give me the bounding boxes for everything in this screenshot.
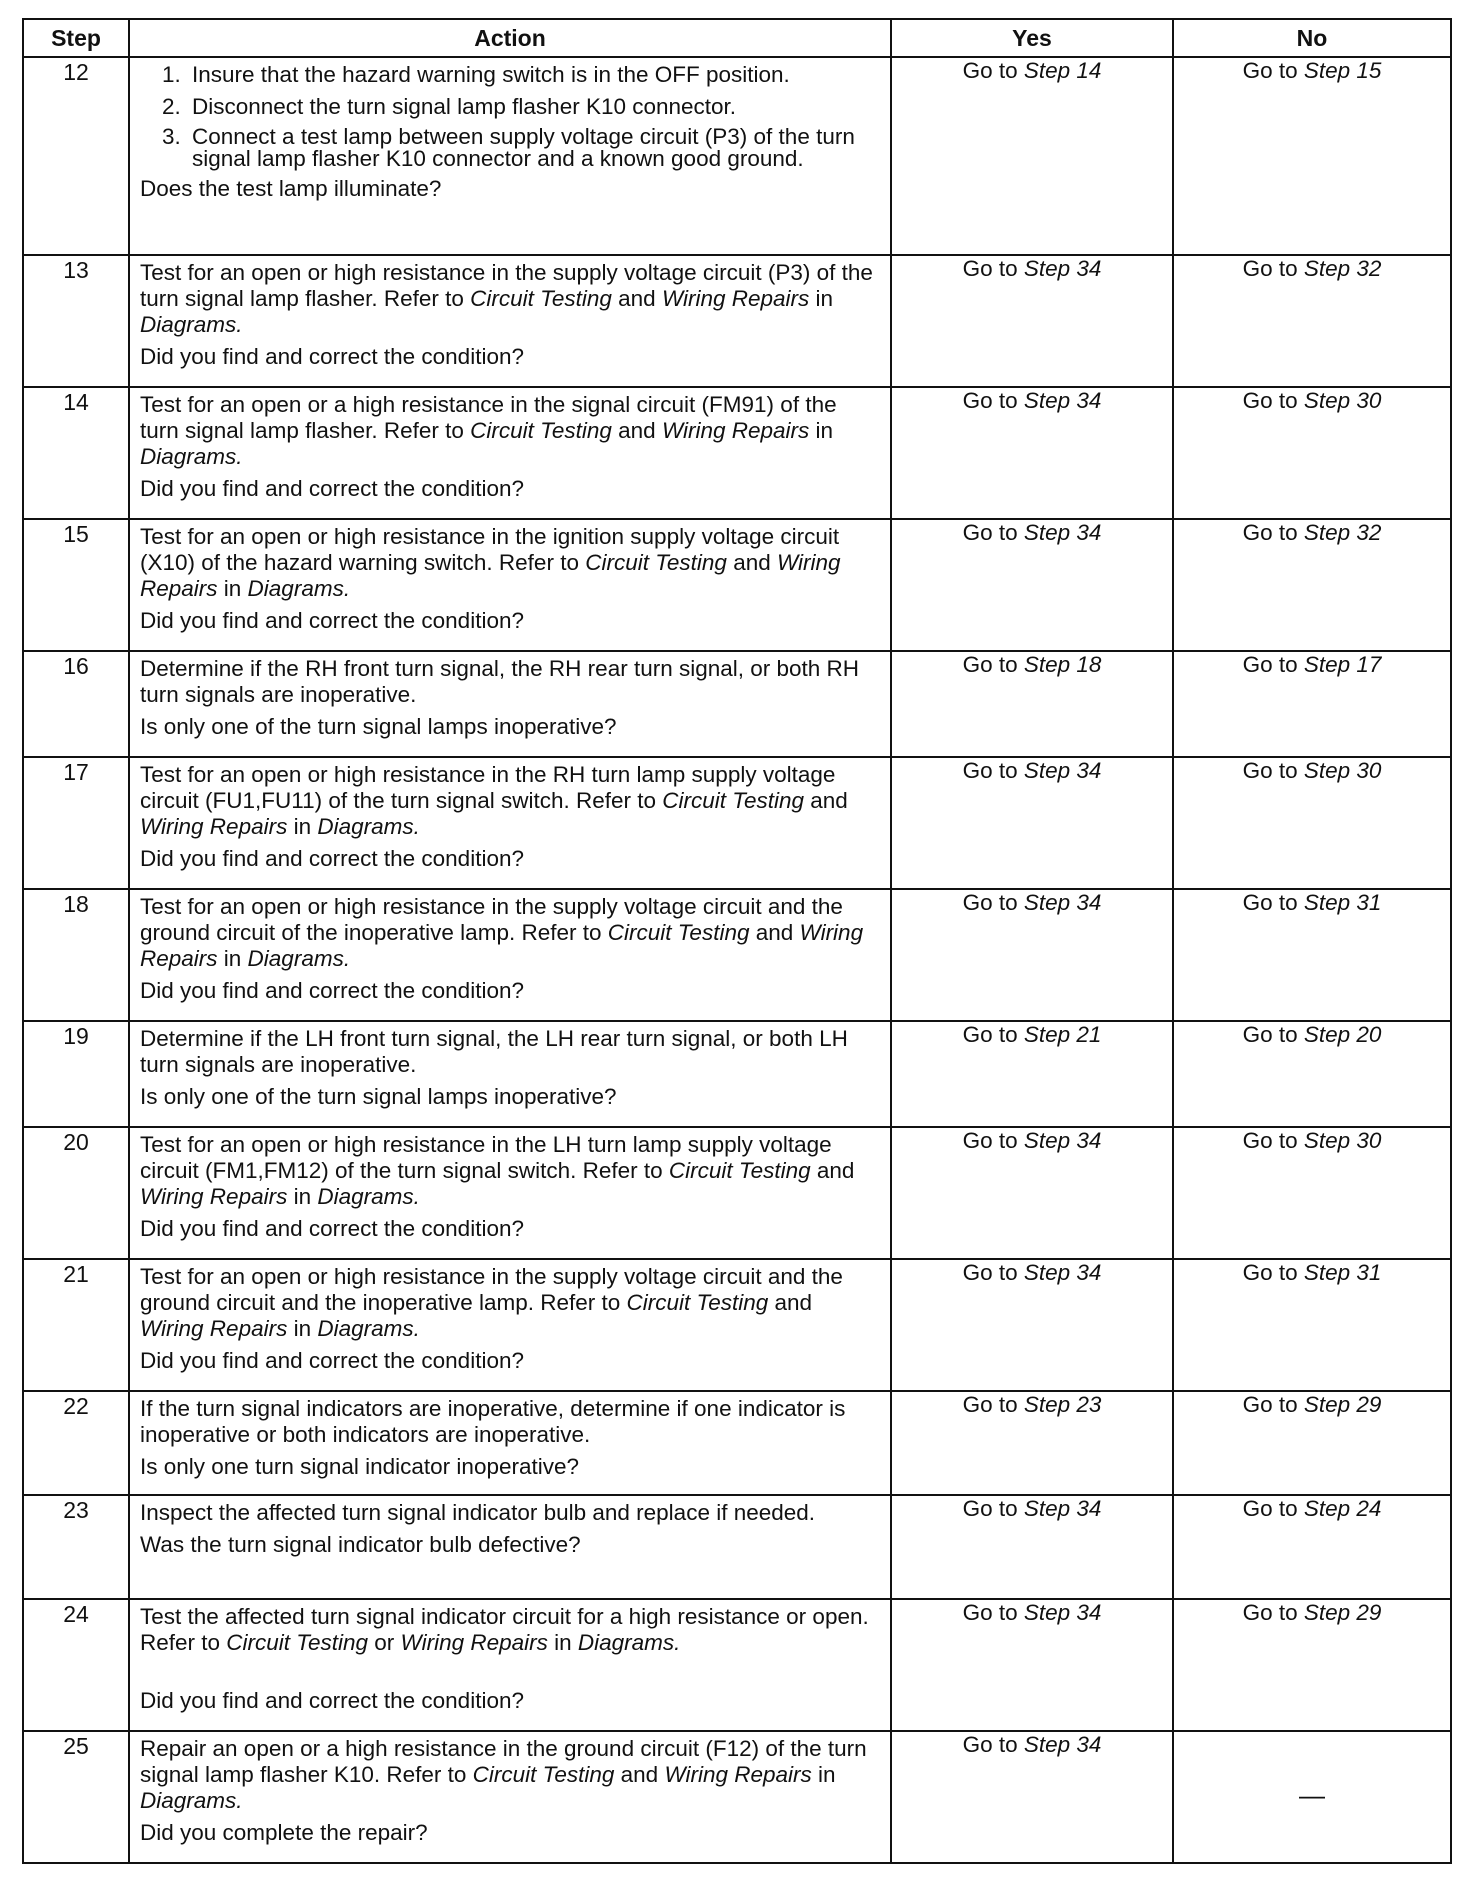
action-cell [129, 255, 891, 387]
table-row [23, 1731, 1451, 1863]
no-result: Go to Step 30 [1173, 757, 1451, 889]
header-step: Step [23, 19, 129, 57]
no-result: Go to Step 24 [1173, 1495, 1451, 1599]
action-cell [129, 1599, 891, 1731]
action-text: Determine if the LH front turn signal, the LH rear turn signal, or both LH turn signals are inoperative. [140, 1026, 848, 1077]
step-number: 25 [23, 1731, 129, 1863]
table-row [23, 57, 1451, 255]
no-result: Go to Step 17 [1173, 651, 1451, 757]
action-question: Did you find and correct the condition? [140, 1688, 524, 1713]
action-question: Did you find and correct the condition? [140, 846, 524, 871]
step-number: 21 [23, 1259, 129, 1391]
no-result: Go to Step 15 [1173, 57, 1451, 255]
yes-result: Go to Step 34 [891, 889, 1173, 1021]
action-question: Did you find and correct the condition? [140, 1216, 524, 1241]
step-number: 22 [23, 1391, 129, 1495]
table-row [23, 651, 1451, 757]
yes-result: Go to Step 34 [891, 757, 1173, 889]
header-row [23, 19, 1451, 57]
yes-result: Go to Step 34 [891, 255, 1173, 387]
action-text: If the turn signal indicators are inoperative, determine if one indicator is inoperative or both indicators are inoperative. [140, 1396, 846, 1447]
action-cell [129, 1127, 891, 1259]
action-cell [129, 651, 891, 757]
list-item: 3. Connect a test lamp between supply voltage circuit (P3) of the turn signal lamp flasher K10 connector and a known good ground. [162, 124, 855, 171]
action-question: Is only one turn signal indicator inoperative? [140, 1454, 580, 1479]
yes-result: Go to Step 34 [891, 387, 1173, 519]
action-cell [129, 1259, 891, 1391]
table-row [23, 519, 1451, 651]
yes-result: Go to Step 34 [891, 1731, 1173, 1863]
header-no: No [1173, 19, 1451, 57]
yes-result: Go to Step 34 [891, 1259, 1173, 1391]
list-item: 2. Disconnect the turn signal lamp flasher K10 connector. [162, 94, 737, 119]
table-row [23, 1021, 1451, 1127]
action-text: Determine if the RH front turn signal, the RH rear turn signal, or both RH turn signals are inoperative. [140, 656, 860, 707]
no-result: Go to Step 30 [1173, 1127, 1451, 1259]
action-text: Test for an open or high resistance in the supply voltage circuit (P3) of the turn signal lamp flasher. Refer to Circuit Testing and Wiring Repairs in Diagrams. [140, 260, 873, 337]
step-number: 15 [23, 519, 129, 651]
action-cell [129, 57, 891, 255]
action-question: Did you find and correct the condition? [140, 1348, 524, 1373]
no-result: Go to Step 31 [1173, 889, 1451, 1021]
header-action: Action [129, 19, 891, 57]
action-cell [129, 1495, 891, 1599]
step-number: 24 [23, 1599, 129, 1731]
action-text: Test for an open or high resistance in the supply voltage circuit and the ground circuit and the inoperative lamp. Refer to Circuit Testing and Wiring Repairs in Diagrams. [140, 1264, 843, 1341]
action-text: Inspect the affected turn signal indicator bulb and replace if needed. [140, 1500, 816, 1525]
no-result: — [1173, 1731, 1451, 1863]
table-row [23, 1495, 1451, 1599]
action-text: Repair an open or a high resistance in the ground circuit (F12) of the turn signal lamp flasher K10. Refer to Circuit Testing and Wiring Repairs in Diagrams. [140, 1736, 867, 1813]
list-item: 1. Insure that the hazard warning switch is in the OFF position. [162, 62, 790, 87]
no-result: Go to Step 29 [1173, 1599, 1451, 1731]
action-question: Does the test lamp illuminate? [140, 176, 442, 201]
action-question: Is only one of the turn signal lamps inoperative? [140, 714, 617, 739]
step-number: 14 [23, 387, 129, 519]
yes-result: Go to Step 34 [891, 519, 1173, 651]
action-text: Test the affected turn signal indicator circuit for a high resistance or open. Refer to Circuit Testing or Wiring Repairs in Diagrams. [140, 1604, 869, 1655]
table-row [23, 757, 1451, 889]
step-number: 12 [23, 57, 129, 255]
yes-result: Go to Step 21 [891, 1021, 1173, 1127]
table-row [23, 1599, 1451, 1731]
action-cell [129, 889, 891, 1021]
step-number: 13 [23, 255, 129, 387]
action-cell [129, 1731, 891, 1863]
action-text: Test for an open or high resistance in the ignition supply voltage circuit (X10) of the hazard warning switch. Refer to Circuit Testing and Wiring Repairs in Diagrams. [140, 524, 841, 601]
step-number: 16 [23, 651, 129, 757]
action-question: Did you find and correct the condition? [140, 344, 524, 369]
table-row [23, 1391, 1451, 1495]
no-result: Go to Step 30 [1173, 387, 1451, 519]
no-result: Go to Step 32 [1173, 255, 1451, 387]
step-number: 23 [23, 1495, 129, 1599]
yes-result: Go to Step 34 [891, 1127, 1173, 1259]
no-result: Go to Step 31 [1173, 1259, 1451, 1391]
step-number: 19 [23, 1021, 129, 1127]
yes-result: Go to Step 18 [891, 651, 1173, 757]
yes-result: Go to Step 23 [891, 1391, 1173, 1495]
header-yes: Yes [891, 19, 1173, 57]
step-number: 18 [23, 889, 129, 1021]
action-cell [129, 757, 891, 889]
action-question: Is only one of the turn signal lamps inoperative? [140, 1084, 617, 1109]
step-number: 20 [23, 1127, 129, 1259]
yes-result: Go to Step 34 [891, 1495, 1173, 1599]
diagnostic-table [22, 18, 1452, 1864]
action-cell [129, 387, 891, 519]
table-row [23, 255, 1451, 387]
action-question: Did you find and correct the condition? [140, 608, 524, 633]
action-question: Was the turn signal indicator bulb defective? [140, 1532, 581, 1557]
action-question: Did you complete the repair? [140, 1820, 428, 1845]
yes-result: Go to Step 14 [891, 57, 1173, 255]
table-row [23, 1259, 1451, 1391]
action-list [140, 62, 880, 170]
action-question: Did you find and correct the condition? [140, 978, 524, 1003]
action-cell [129, 519, 891, 651]
table-row [23, 387, 1451, 519]
action-text: Test for an open or high resistance in the supply voltage circuit and the ground circuit of the inoperative lamp. Refer to Circuit Testing and Wiring Repairs in Diagrams. [140, 894, 864, 971]
no-result: Go to Step 29 [1173, 1391, 1451, 1495]
action-text: Test for an open or high resistance in the LH turn lamp supply voltage circuit (FM1,FM12) of the turn signal switch. Refer to Circuit Testing and Wiring Repairs in Diagrams. [140, 1132, 855, 1209]
action-text: Test for an open or high resistance in the RH turn lamp supply voltage circuit (FU1,FU11) of the turn signal switch. Refer to Circuit Testing and Wiring Repairs in Diagrams. [140, 762, 848, 839]
action-cell [129, 1391, 891, 1495]
step-number: 17 [23, 757, 129, 889]
action-text: Test for an open or a high resistance in the signal circuit (FM91) of the turn signal lamp flasher. Refer to Circuit Testing and Wiring Repairs in Diagrams. [140, 392, 837, 469]
no-result: Go to Step 20 [1173, 1021, 1451, 1127]
action-question: Did you find and correct the condition? [140, 476, 524, 501]
table-row [23, 1127, 1451, 1259]
no-result: Go to Step 32 [1173, 519, 1451, 651]
table-row [23, 889, 1451, 1021]
yes-result: Go to Step 34 [891, 1599, 1173, 1731]
action-cell [129, 1021, 891, 1127]
